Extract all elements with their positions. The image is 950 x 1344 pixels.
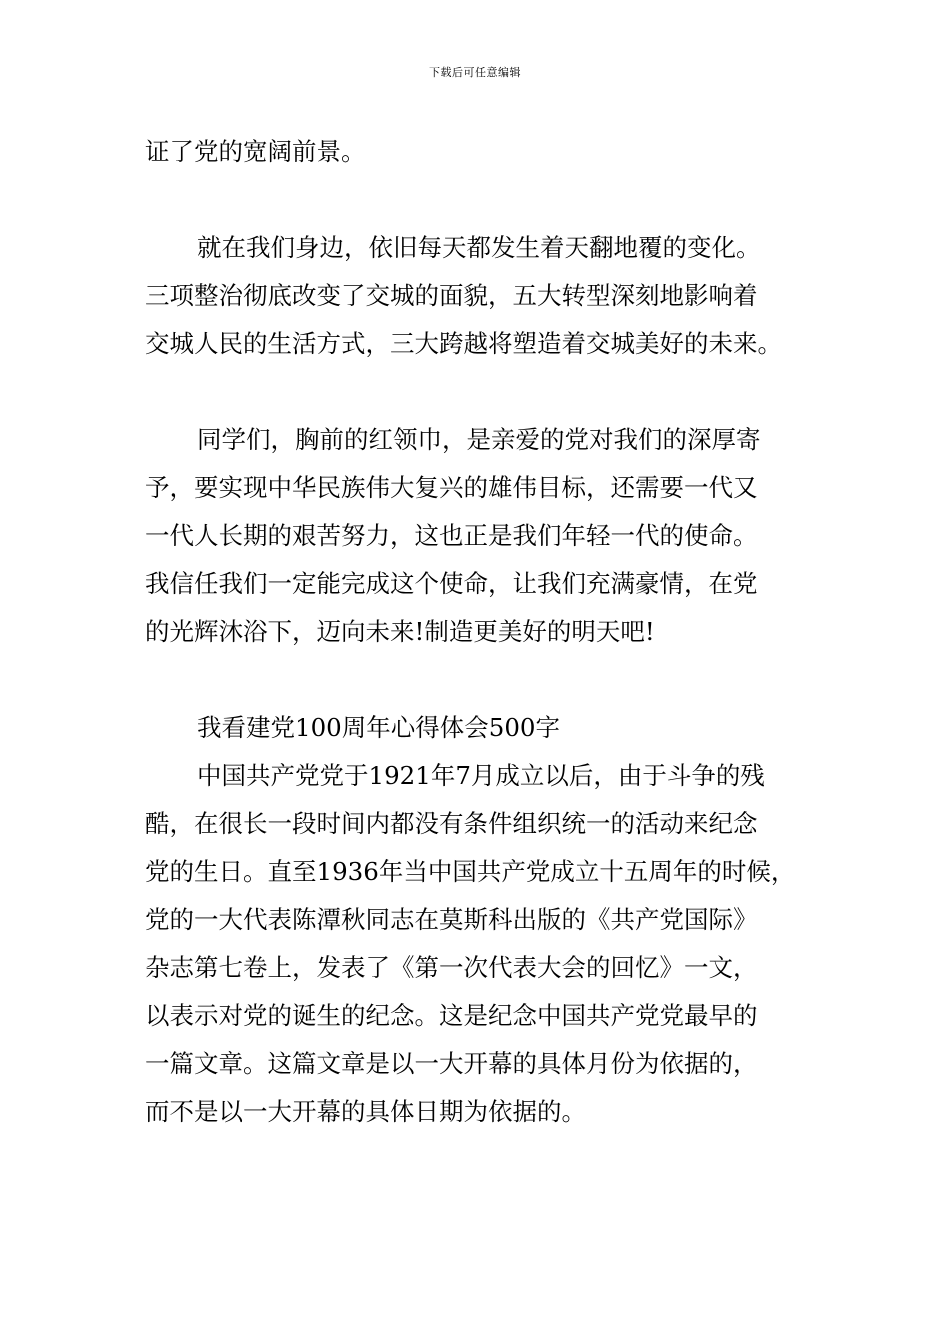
paragraph-line: 党的一大代表陈潭秋同志在莫斯科出版的《共产党国际》 [145,905,758,934]
paragraph-gap [145,368,825,416]
paragraph-line: 同学们，胸前的红领巾，是亲爱的党对我们的深厚寄 [197,425,761,454]
section-title: 我看建党100周年心得体会500字 [197,713,561,742]
paragraph-line: 杂志第七卷上，发表了《第一次代表大会的回忆》一文， [145,953,758,982]
paragraph-line: 以表示对党的诞生的纪念。这是纪念中国共产党党最早的 [145,1001,758,1030]
paragraph-line: 酷，在很长一段时间内都没有条件组织统一的活动来纪念 [145,809,758,838]
document-body [145,128,825,1136]
paragraph-line: 的光辉沐浴下，迈向未来!制造更美好的明天吧! [145,617,655,646]
paragraph-line: 就在我们身边，依旧每天都发生着天翻地覆的变化。 [197,233,761,262]
paragraph-line: 一代人长期的艰苦努力，这也正是我们年轻一代的使命。 [145,521,758,550]
paragraph-line: 我信任我们一定能完成这个使命，让我们充满豪情，在党 [145,569,758,598]
paragraph-line: 中国共产党党于1921年7月成立以后，由于斗争的残 [197,761,765,790]
paragraph-line: 而不是以一大开幕的具体日期为依据的。 [145,1097,586,1126]
paragraph-line: 三项整治彻底改变了交城的面貌，五大转型深刻地影响着 [145,281,758,310]
paragraph-line: 交城人民的生活方式，三大跨越将塑造着交城美好的未来。 [145,329,782,358]
page-header: 下载后可任意编辑 [429,66,521,79]
paragraph-line: 证了党的宽阔前景。 [145,137,366,166]
paragraph-gap [145,656,825,704]
paragraph-line: 党的生日。直至1936年当中国共产党成立十五周年的时候， [145,857,796,886]
paragraph-line: 予，要实现中华民族伟大复兴的雄伟目标，还需要一代又 [145,473,758,502]
paragraph-gap [145,176,825,224]
paragraph-line: 一篇文章。这篇文章是以一大开幕的具体月份为依据的， [145,1049,758,1078]
